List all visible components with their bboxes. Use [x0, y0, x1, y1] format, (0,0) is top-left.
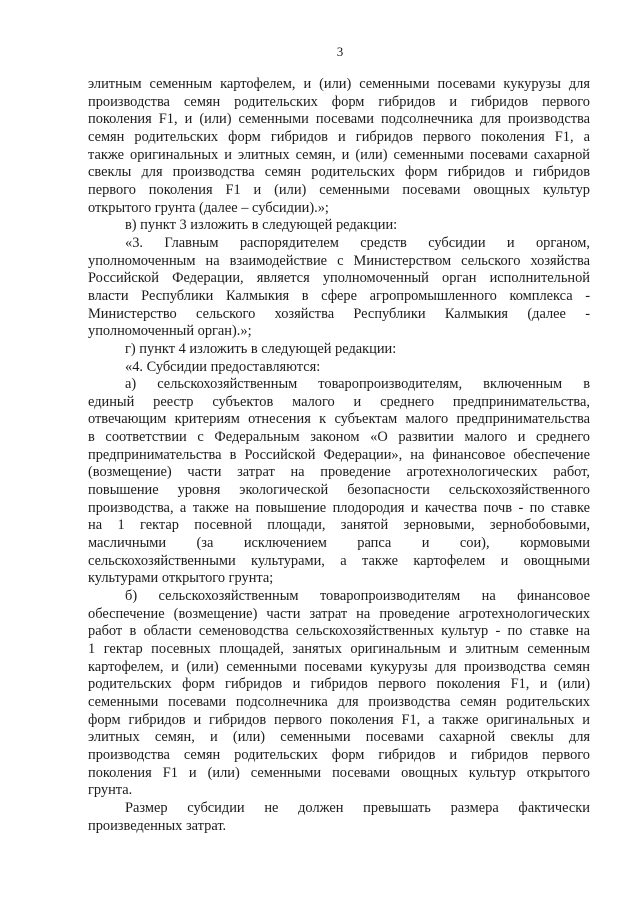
text-line: масличными (за исключением рапса и сои), кормовыми — [88, 535, 590, 552]
text-line: «4. Субсидии предоставляются: — [125, 358, 321, 375]
page-number: 3 — [336, 44, 344, 59]
text-line: картофелем, и (или) семенными посевами кукурузы для производства семян — [88, 658, 590, 675]
text-line: Размер субсидии не должен превышать размера фактически — [125, 799, 590, 816]
text-line: грунта. — [88, 782, 133, 799]
text-line: на 1 гектар посевной площади, занятой зерновыми, зернобобовыми, — [88, 517, 590, 534]
text-line: «3. Главным распорядителем средств субсидии и органом, — [125, 234, 590, 251]
text-line: форм гибридов и гибридов первого поколения F1, а также оригинальных и — [88, 711, 590, 728]
text-line: поколения F1, и (или) семенными посевами подсолнечника для производства — [88, 111, 590, 128]
text-line: производства семян родительских форм гибридов и гибридов первого — [88, 746, 590, 763]
text-line: элитных семян, и (или) семенными посевами сахарной свеклы для — [88, 729, 590, 746]
text-line: повышение уровня экологической безопасности сельскохозяйственного — [88, 482, 590, 499]
text-line: а) сельскохозяйственным товаропроизводителям, включенным в — [125, 376, 590, 393]
document-body — [88, 76, 590, 835]
text-line: поколения F1 и (или) семенными посевами овощных культур открытого — [88, 764, 590, 781]
text-line: (возмещение) части затрат на проведение агротехнологических работ, — [88, 464, 590, 481]
text-line: обеспечение (возмещение) части затрат на проведение агротехнологических — [88, 605, 590, 622]
text-line: в соответствии с Федеральным законом «О развитии малого и среднего — [88, 429, 590, 446]
text-line: власти Республики Калмыкия в сфере агропромышленного комплекса - — [88, 287, 590, 304]
text-line: работ в области семеноводства сельскохозяйственных культур - по ставке на — [88, 623, 590, 640]
text-line: уполномоченным на взаимодействие с Министерством сельского хозяйства — [88, 252, 590, 269]
text-line: семян родительских форм гибридов и гибридов первого поколения F1, а — [88, 128, 590, 145]
text-line: г) пункт 4 изложить в следующей редакции: — [125, 340, 397, 357]
text-line: свеклы для производства семян родительских форм гибридов и гибридов — [88, 164, 590, 181]
text-line: Российской Федерации, является уполномоченный орган исполнительной — [88, 270, 590, 287]
text-line: элитным семенным картофелем, и (или) семенными посевами кукурузы для — [88, 76, 590, 92]
text-line: культурами открытого грунта; — [88, 570, 274, 587]
text-line: Министерство сельского хозяйства Республики Калмыкия (далее - — [88, 305, 590, 322]
text-line: сельскохозяйственными культурами, а также картофелем и овощными — [88, 552, 590, 569]
text-line: открытого грунта (далее – субсидии).»; — [88, 199, 329, 216]
text-line: произведенных затрат. — [88, 817, 227, 834]
text-line: производства, а также на повышение плодородия и качества почв - по ставке — [88, 499, 590, 516]
text-line: единый реестр субъектов малого и среднего предпринимательства, — [88, 393, 590, 410]
text-line: уполномоченный орган).»; — [88, 323, 252, 340]
text-line: семенными посевами подсолнечника для производства семян родительских — [88, 693, 590, 710]
text-line: первого поколения F1 и (или) семенными посевами овощных культур — [88, 181, 590, 198]
text-line: родительских форм гибридов и гибридов первого поколения F1, и (или) — [88, 676, 590, 693]
text-line: предпринимательства в Российской Федерации», на финансовое обеспечение — [88, 446, 590, 463]
text-line: отвечающим критериям отнесения к субъектам малого предпринимательства — [88, 411, 590, 428]
text-line: также оригинальных и элитных семян, и (или) семенными посевами сахарной — [88, 146, 590, 163]
text-line: производства семян родительских форм гибридов и гибридов первого — [88, 93, 590, 110]
text-line: 1 гектар посевных площадей, занятых оригинальным и элитным семенным — [88, 641, 590, 657]
text-line: в) пункт 3 изложить в следующей редакции: — [125, 217, 398, 234]
text-line: б) сельскохозяйственным товаропроизводителям на финансовое — [125, 588, 590, 605]
